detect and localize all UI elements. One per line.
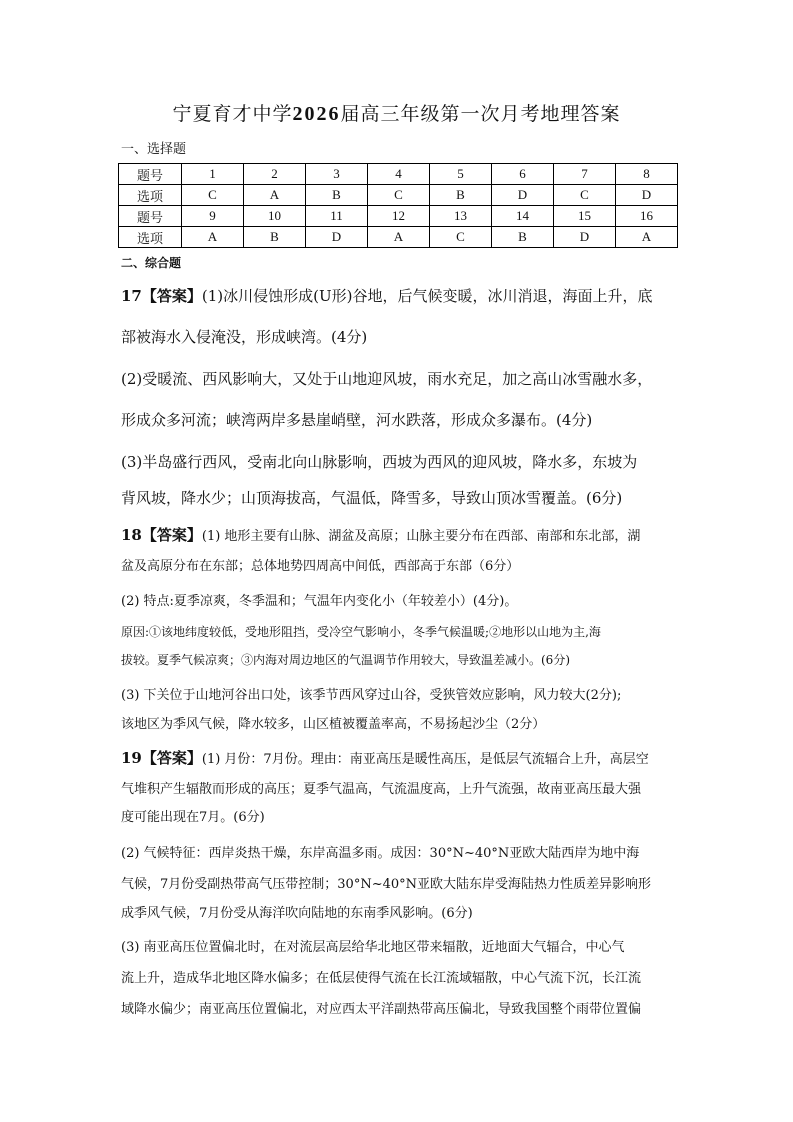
- q17-label: 17【答案】: [121, 287, 202, 305]
- q19-line-3: 度可能出现在7月。(6分): [121, 810, 265, 825]
- q17-line-2: 部被海水入侵淹没，形成峡湾。(4分): [121, 328, 368, 346]
- q18-line-7: 该地区为季风气候，降水较多，山区植被覆盖率高，不易扬起沙尘（2分）: [121, 717, 546, 732]
- q18-label: 18【答案】: [121, 526, 202, 544]
- q19-line-6: 成季风气候，7月份受从海洋吹向陆地的东南季风影响。(6分): [121, 906, 473, 921]
- q17-line-5: (3)半岛盛行西风，受南北向山脉影响，西坡为西风的迎风坡，降水多，东坡为: [121, 453, 638, 471]
- table-cell: 7: [554, 164, 616, 185]
- table-cell: 9: [182, 206, 244, 227]
- q19-line-2: 气堆积产生辐散而形成的高压；夏季气温高，气流温度高，上升气流强，故南亚高压最大强: [121, 782, 642, 797]
- table-cell: 1: [182, 164, 244, 185]
- q18-line-3: (2) 特点:夏季凉爽，冬季温和；气温年内变化小（年较差小）(4分)。: [121, 594, 518, 609]
- table-cell: C: [554, 185, 616, 206]
- table-row-answer-2: [119, 227, 678, 248]
- row-label: 题号: [119, 206, 182, 227]
- table-cell: 8: [616, 164, 678, 185]
- q17-line-6: 背风坡，降水少；山顶海拔高，气温低，降雪多，导致山顶冰雪覆盖。(6分): [121, 489, 623, 507]
- table-cell: 16: [616, 206, 678, 227]
- table-cell: D: [616, 185, 678, 206]
- table-cell: 11: [306, 206, 368, 227]
- q17-line-1: [121, 285, 681, 306]
- row-label: 选项: [119, 227, 182, 248]
- row-label: 选项: [119, 185, 182, 206]
- table-cell: A: [616, 227, 678, 248]
- q19-line-1: [121, 747, 681, 768]
- table-cell: 12: [368, 206, 430, 227]
- table-cell: 4: [368, 164, 430, 185]
- table-cell: B: [306, 185, 368, 206]
- title-prefix: 宁夏育才中学: [172, 103, 293, 125]
- table-cell: C: [182, 185, 244, 206]
- q18-line-6: (3) 下关位于山地河谷出口处，该季节西风穿过山谷，受狭管效应影响，风力较大(2分);: [121, 688, 622, 703]
- q18-line-5: 拔较。夏季气候凉爽；③内海对周边地区的气温调节作用较大，导致温差减小。(6分): [121, 653, 571, 667]
- table-cell: D: [306, 227, 368, 248]
- table-cell: A: [244, 185, 306, 206]
- title-year: 2026: [292, 103, 341, 125]
- table-cell: 2: [244, 164, 306, 185]
- table-cell: 6: [492, 164, 554, 185]
- table-cell: D: [554, 227, 616, 248]
- table-cell: 14: [492, 206, 554, 227]
- q19-text-1: (1) 月份：7月份。理由：南亚高压是暖性高压，是低层气流辐合上升，高层空: [201, 752, 649, 767]
- table-cell: B: [244, 227, 306, 248]
- table-cell: 13: [430, 206, 492, 227]
- table-cell: A: [368, 227, 430, 248]
- table-cell: C: [430, 227, 492, 248]
- table-cell: 3: [306, 164, 368, 185]
- q17-line-4: 形成众多河流；峡湾两岸多悬崖峭壁，河水跌落，形成众多瀑布。(4分): [121, 411, 593, 429]
- row-label: 题号: [119, 164, 182, 185]
- answer-table: [118, 163, 678, 248]
- table-cell: B: [492, 227, 554, 248]
- section-comprehensive-heading: 二、综合题: [121, 256, 182, 270]
- table-cell: A: [182, 227, 244, 248]
- q19-line-4: (2) 气候特征：西岸炎热干燥，东岸高温多雨。成因：30°N~40°N亚欧大陆西岸为地中海: [121, 846, 640, 861]
- q17-line-3: (2)受暖流、西风影响大，又处于山地迎风坡，雨水充足，加之高山冰雪融水多，: [121, 370, 653, 388]
- table-cell: D: [492, 185, 554, 206]
- q19-line-9: 域降水偏少；南亚高压位置偏北，对应西太平洋副热带高压偏北，导致我国整个雨带位置偏: [121, 1002, 642, 1017]
- table-row-answer-1: [119, 185, 678, 206]
- table-cell: 15: [554, 206, 616, 227]
- table-cell: 5: [430, 164, 492, 185]
- q19-line-7: (3) 南亚高压位置偏北时，在对流层高层给华北地区带来辐散，近地面大气辐合，中心气: [121, 940, 625, 955]
- table-row-question-2: [119, 206, 678, 227]
- table-cell: 10: [244, 206, 306, 227]
- q18-line-2: 盆及高原分布在东部；总体地势四周高中间低，西部高于东部（6分）: [121, 559, 520, 574]
- section-choice-heading: 一、选择题: [121, 142, 187, 157]
- q18-line-4: 原因:①该地纬度较低，受地形阻挡，受冷空气影响小，冬季气候温暖;②地形以山地为主,海: [121, 625, 601, 639]
- table-row-question-1: [119, 164, 678, 185]
- q17-text-1: (1)冰川侵蚀形成(U形)谷地，后气候变暖，冰川消退，海面上升，底: [201, 287, 653, 305]
- page-title: [0, 99, 793, 126]
- q18-line-1: [121, 524, 681, 545]
- q19-line-8: 流上升，造成华北地区降水偏多；在低层使得气流在长江流域辐散，中心气流下沉，长江流: [121, 971, 642, 986]
- q19-label: 19【答案】: [121, 749, 202, 767]
- table-cell: C: [368, 185, 430, 206]
- q18-text-1: (1) 地形主要有山脉、湖盆及高原；山脉主要分布在西部、南部和东北部，湖: [201, 529, 641, 544]
- title-suffix: 届高三年级第一次月考地理答案: [340, 103, 621, 125]
- table-cell: B: [430, 185, 492, 206]
- q19-line-5: 气候，7月份受副热带高气压带控制；30°N~40°N亚欧大陆东岸受海陆热力性质差异影响形: [121, 877, 651, 892]
